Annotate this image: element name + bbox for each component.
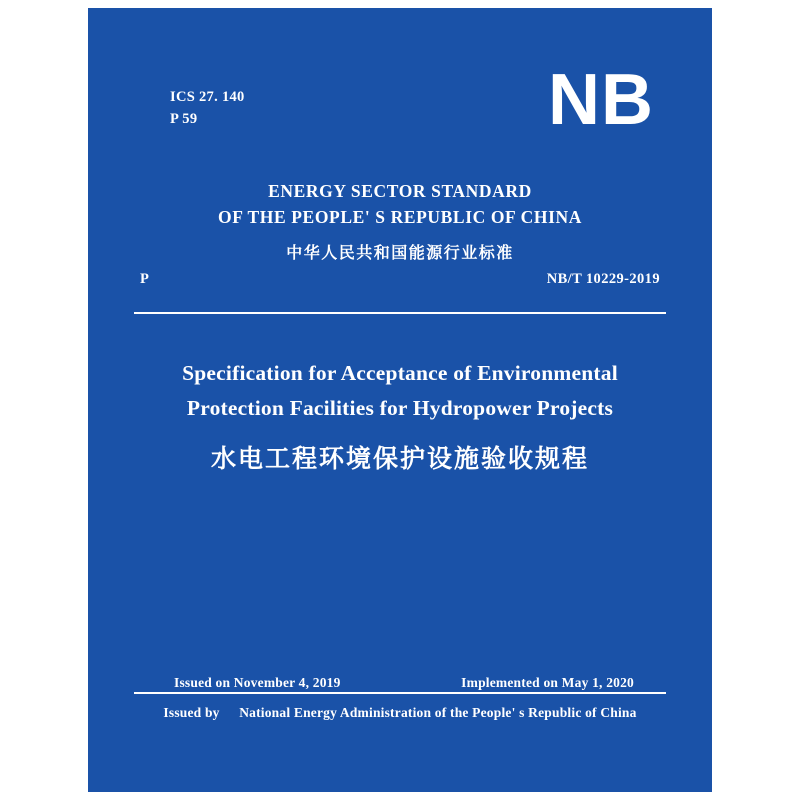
main-title-cn: 水电工程环境保护设施验收规程: [210, 443, 589, 473]
issuer-name: National Energy Administration of the People' s Republic of China: [239, 705, 637, 720]
divider-top: [134, 312, 666, 314]
standard-title-en-line1: ENERGY SECTOR STANDARD: [268, 181, 532, 201]
code-row: [140, 271, 660, 288]
main-title-block: [128, 356, 672, 475]
issuer-row: [88, 705, 712, 721]
ics-category-code: P 59: [170, 111, 198, 128]
divider-bottom: [134, 692, 666, 694]
ics-classification-block: [170, 86, 245, 131]
standard-title-en-line2: OF THE PEOPLE' S REPUBLIC OF CHINA: [218, 207, 582, 228]
standard-title-block: [88, 178, 712, 263]
standard-cover: [88, 8, 712, 792]
main-title-en-line1: Specification for Acceptance of Environmental: [182, 361, 618, 385]
issued-date: Issued on November 4, 2019: [174, 675, 341, 690]
standard-number: NB/T 10229-2019: [546, 271, 660, 287]
standard-title-cn: 中华人民共和国能源行业标准: [286, 242, 514, 262]
classification-code: P: [140, 271, 150, 287]
dates-row: [174, 675, 634, 691]
nb-logo: NB: [548, 60, 654, 140]
main-title-en-line2: Protection Facilities for Hydropower Projects: [186, 396, 614, 421]
ics-number: ICS 27. 140: [170, 89, 245, 105]
issuer-label: Issued by: [163, 705, 220, 720]
implemented-date: Implemented on May 1, 2020: [461, 675, 634, 690]
